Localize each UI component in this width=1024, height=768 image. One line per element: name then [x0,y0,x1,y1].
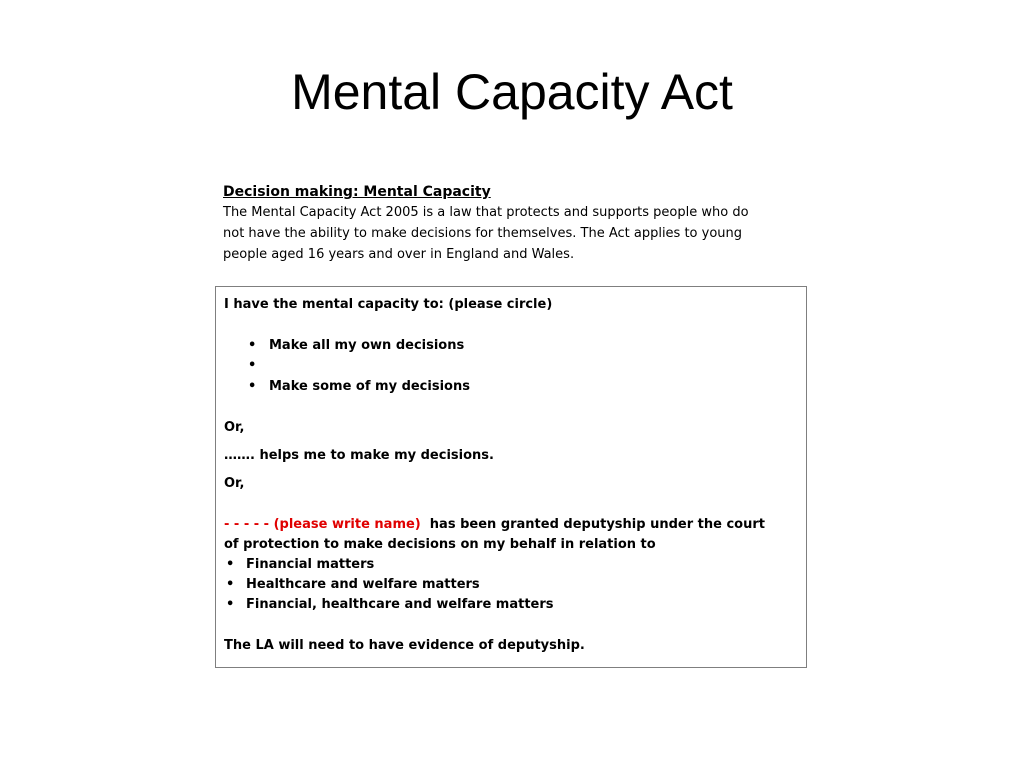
deputyship-text: has been granted deputyship under the court [420,517,765,532]
slide-title: Mental Capacity Act [291,64,733,120]
capacity-option[interactable]: • Make all my own decisions [224,336,798,356]
capacity-option[interactable]: • Make some of my decisions [224,377,798,397]
deputyship-text-continued: of protection to make decisions on my behalf in relation to [224,537,656,552]
deputy-matters-list [224,555,798,615]
deputy-matter-item: • Financial, healthcare and welfare matters [224,595,798,615]
deputy-matter-item: • Healthcare and welfare matters [224,575,798,595]
intro-section [223,182,803,265]
capacity-prompt: I have the mental capacity to: (please circle) [224,297,553,312]
helper-line: ……. helps me to make my decisions. [224,448,494,463]
or-separator: Or, [224,476,245,491]
capacity-options-list [224,336,798,397]
intro-line: not have the ability to make decisions for themselves. The Act applies to young [223,226,743,241]
or-separator: Or, [224,420,245,435]
intro-line: The Mental Capacity Act 2005 is a law that protects and supports people who do [223,205,749,220]
deputyship-statement [224,515,798,535]
evidence-note: The LA will need to have evidence of deputyship. [224,638,585,653]
intro-line: people aged 16 years and over in England and Wales. [223,247,575,262]
capacity-form-box [215,286,807,668]
intro-heading: Decision making: Mental Capacity [223,184,491,200]
deputy-matter-item: • Financial matters [224,555,798,575]
deputy-name-placeholder[interactable]: - - - - - (please write name) [224,517,421,532]
